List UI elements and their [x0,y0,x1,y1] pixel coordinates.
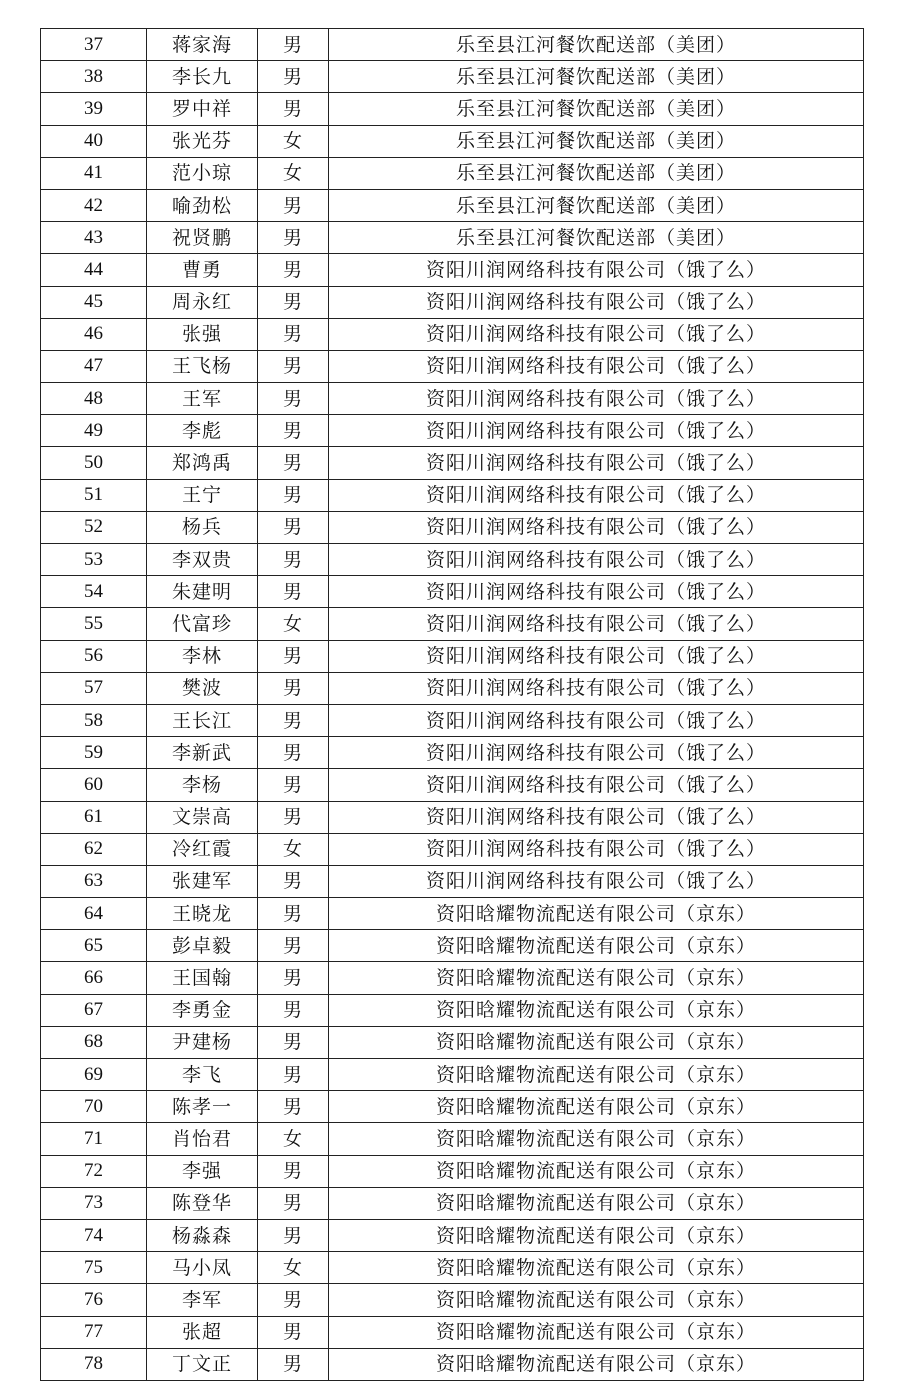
person-gender: 男 [258,769,329,801]
row-number: 69 [41,1059,147,1091]
person-name: 李彪 [147,415,258,447]
table-row [41,608,864,640]
table-row [41,1284,864,1316]
company-name: 资阳川润网络科技有限公司（饿了么） [329,318,864,350]
person-name: 王飞杨 [147,350,258,382]
row-number: 38 [41,61,147,93]
table-row [41,1348,864,1380]
table-row [41,254,864,286]
table-row [41,865,864,897]
row-number: 70 [41,1091,147,1123]
company-name: 乐至县江河餐饮配送部（美团） [329,125,864,157]
person-gender: 男 [258,479,329,511]
company-name: 资阳川润网络科技有限公司（饿了么） [329,511,864,543]
company-name: 乐至县江河餐饮配送部（美团） [329,29,864,61]
table-row [41,898,864,930]
person-name: 陈登华 [147,1187,258,1219]
row-number: 54 [41,576,147,608]
person-gender: 男 [258,511,329,543]
company-name: 资阳川润网络科技有限公司（饿了么） [329,479,864,511]
table-row [41,189,864,221]
person-gender: 女 [258,1123,329,1155]
person-gender: 男 [258,865,329,897]
person-gender: 男 [258,254,329,286]
company-name: 资阳晗耀物流配送有限公司（京东） [329,1155,864,1187]
person-gender: 女 [258,157,329,189]
row-number: 49 [41,415,147,447]
row-number: 74 [41,1219,147,1251]
person-name: 周永红 [147,286,258,318]
row-number: 72 [41,1155,147,1187]
person-name: 李双贵 [147,544,258,576]
person-gender: 男 [258,994,329,1026]
person-gender: 男 [258,704,329,736]
person-gender: 男 [258,1316,329,1348]
row-number: 41 [41,157,147,189]
table-row [41,1187,864,1219]
person-gender: 男 [258,29,329,61]
person-name: 李强 [147,1155,258,1187]
table-row [41,704,864,736]
company-name: 资阳晗耀物流配送有限公司（京东） [329,1348,864,1380]
table-row [41,576,864,608]
row-number: 75 [41,1252,147,1284]
company-name: 资阳晗耀物流配送有限公司（京东） [329,1026,864,1058]
person-name: 蒋家海 [147,29,258,61]
person-name: 王宁 [147,479,258,511]
row-number: 57 [41,672,147,704]
table-row [41,125,864,157]
person-gender: 男 [258,222,329,254]
person-gender: 男 [258,1348,329,1380]
person-gender: 男 [258,93,329,125]
person-name: 郑鸿禹 [147,447,258,479]
person-name: 张光芬 [147,125,258,157]
person-gender: 女 [258,833,329,865]
company-name: 资阳晗耀物流配送有限公司（京东） [329,1284,864,1316]
row-number: 61 [41,801,147,833]
company-name: 资阳晗耀物流配送有限公司（京东） [329,1059,864,1091]
company-name: 资阳川润网络科技有限公司（饿了么） [329,737,864,769]
company-name: 资阳川润网络科技有限公司（饿了么） [329,383,864,415]
table-row [41,1091,864,1123]
person-gender: 男 [258,318,329,350]
company-name: 资阳川润网络科技有限公司（饿了么） [329,286,864,318]
person-name: 马小凤 [147,1252,258,1284]
row-number: 52 [41,511,147,543]
table-row [41,1059,864,1091]
roster-table [40,28,864,1381]
row-number: 56 [41,640,147,672]
row-number: 51 [41,479,147,511]
person-name: 李长九 [147,61,258,93]
company-name: 乐至县江河餐饮配送部（美团） [329,189,864,221]
table-row [41,1026,864,1058]
table-row [41,544,864,576]
row-number: 55 [41,608,147,640]
person-gender: 男 [258,737,329,769]
table-row [41,286,864,318]
person-name: 文崇高 [147,801,258,833]
table-row [41,318,864,350]
table-row [41,1219,864,1251]
company-name: 资阳川润网络科技有限公司（饿了么） [329,801,864,833]
person-gender: 男 [258,1155,329,1187]
person-name: 张超 [147,1316,258,1348]
company-name: 资阳晗耀物流配送有限公司（京东） [329,1219,864,1251]
person-gender: 男 [258,1219,329,1251]
person-name: 李军 [147,1284,258,1316]
roster-table-body [41,29,864,1381]
person-name: 张建军 [147,865,258,897]
table-row [41,737,864,769]
company-name: 资阳川润网络科技有限公司（饿了么） [329,415,864,447]
company-name: 资阳川润网络科技有限公司（饿了么） [329,447,864,479]
person-gender: 男 [258,898,329,930]
person-gender: 男 [258,1026,329,1058]
table-row [41,801,864,833]
person-gender: 男 [258,1187,329,1219]
company-name: 资阳川润网络科技有限公司（饿了么） [329,350,864,382]
company-name: 资阳川润网络科技有限公司（饿了么） [329,704,864,736]
person-name: 范小琼 [147,157,258,189]
person-gender: 女 [258,125,329,157]
company-name: 资阳川润网络科技有限公司（饿了么） [329,640,864,672]
table-row [41,61,864,93]
person-name: 代富珍 [147,608,258,640]
table-row [41,1155,864,1187]
row-number: 40 [41,125,147,157]
company-name: 乐至县江河餐饮配送部（美团） [329,93,864,125]
person-name: 杨兵 [147,511,258,543]
person-name: 曹勇 [147,254,258,286]
company-name: 乐至县江河餐饮配送部（美团） [329,61,864,93]
row-number: 63 [41,865,147,897]
row-number: 45 [41,286,147,318]
person-name: 王国翰 [147,962,258,994]
person-name: 李杨 [147,769,258,801]
row-number: 76 [41,1284,147,1316]
row-number: 68 [41,1026,147,1058]
company-name: 乐至县江河餐饮配送部（美团） [329,157,864,189]
person-gender: 男 [258,672,329,704]
table-row [41,350,864,382]
person-gender: 男 [258,447,329,479]
row-number: 58 [41,704,147,736]
table-row [41,672,864,704]
person-name: 罗中祥 [147,93,258,125]
company-name: 资阳晗耀物流配送有限公司（京东） [329,1091,864,1123]
person-gender: 男 [258,1091,329,1123]
person-name: 王军 [147,383,258,415]
person-gender: 男 [258,1059,329,1091]
person-name: 王晓龙 [147,898,258,930]
table-row [41,1252,864,1284]
person-name: 喻劲松 [147,189,258,221]
person-gender: 男 [258,415,329,447]
person-name: 张强 [147,318,258,350]
person-gender: 男 [258,350,329,382]
person-gender: 男 [258,383,329,415]
table-row [41,833,864,865]
row-number: 37 [41,29,147,61]
company-name: 资阳晗耀物流配送有限公司（京东） [329,1252,864,1284]
table-row [41,93,864,125]
company-name: 资阳晗耀物流配送有限公司（京东） [329,898,864,930]
table-row [41,1123,864,1155]
company-name: 资阳川润网络科技有限公司（饿了么） [329,833,864,865]
company-name: 资阳川润网络科技有限公司（饿了么） [329,254,864,286]
row-number: 73 [41,1187,147,1219]
person-name: 杨淼森 [147,1219,258,1251]
person-name: 李飞 [147,1059,258,1091]
table-row [41,222,864,254]
row-number: 53 [41,544,147,576]
person-gender: 男 [258,930,329,962]
person-gender: 男 [258,544,329,576]
row-number: 67 [41,994,147,1026]
person-name: 祝贤鹏 [147,222,258,254]
table-row [41,511,864,543]
company-name: 资阳晗耀物流配送有限公司（京东） [329,930,864,962]
row-number: 77 [41,1316,147,1348]
row-number: 65 [41,930,147,962]
person-name: 李勇金 [147,994,258,1026]
row-number: 44 [41,254,147,286]
row-number: 78 [41,1348,147,1380]
row-number: 43 [41,222,147,254]
row-number: 66 [41,962,147,994]
person-gender: 男 [258,61,329,93]
person-gender: 男 [258,189,329,221]
row-number: 50 [41,447,147,479]
person-name: 李新武 [147,737,258,769]
row-number: 48 [41,383,147,415]
table-row [41,479,864,511]
table-row [41,1316,864,1348]
row-number: 46 [41,318,147,350]
person-gender: 女 [258,1252,329,1284]
table-row [41,962,864,994]
row-number: 64 [41,898,147,930]
person-name: 彭卓毅 [147,930,258,962]
company-name: 资阳晗耀物流配送有限公司（京东） [329,1123,864,1155]
person-name: 樊波 [147,672,258,704]
table-row [41,383,864,415]
person-name: 丁文正 [147,1348,258,1380]
row-number: 62 [41,833,147,865]
table-row [41,930,864,962]
company-name: 资阳晗耀物流配送有限公司（京东） [329,1187,864,1219]
company-name: 资阳川润网络科技有限公司（饿了么） [329,865,864,897]
company-name: 乐至县江河餐饮配送部（美团） [329,222,864,254]
table-row [41,157,864,189]
row-number: 47 [41,350,147,382]
person-gender: 男 [258,962,329,994]
company-name: 资阳川润网络科技有限公司（饿了么） [329,769,864,801]
document-page [40,28,863,1381]
person-gender: 男 [258,640,329,672]
row-number: 71 [41,1123,147,1155]
person-name: 冷红霞 [147,833,258,865]
table-row [41,994,864,1026]
table-row [41,447,864,479]
person-gender: 女 [258,608,329,640]
table-row [41,415,864,447]
person-name: 王长江 [147,704,258,736]
company-name: 资阳川润网络科技有限公司（饿了么） [329,672,864,704]
company-name: 资阳川润网络科技有限公司（饿了么） [329,576,864,608]
row-number: 59 [41,737,147,769]
person-gender: 男 [258,576,329,608]
person-name: 李林 [147,640,258,672]
table-row [41,29,864,61]
row-number: 39 [41,93,147,125]
table-row [41,640,864,672]
row-number: 60 [41,769,147,801]
row-number: 42 [41,189,147,221]
person-name: 尹建杨 [147,1026,258,1058]
person-name: 肖怡君 [147,1123,258,1155]
person-name: 陈孝一 [147,1091,258,1123]
company-name: 资阳晗耀物流配送有限公司（京东） [329,962,864,994]
company-name: 资阳川润网络科技有限公司（饿了么） [329,544,864,576]
person-gender: 男 [258,801,329,833]
person-gender: 男 [258,286,329,318]
person-name: 朱建明 [147,576,258,608]
company-name: 资阳川润网络科技有限公司（饿了么） [329,608,864,640]
company-name: 资阳晗耀物流配送有限公司（京东） [329,1316,864,1348]
table-row [41,769,864,801]
company-name: 资阳晗耀物流配送有限公司（京东） [329,994,864,1026]
person-gender: 男 [258,1284,329,1316]
